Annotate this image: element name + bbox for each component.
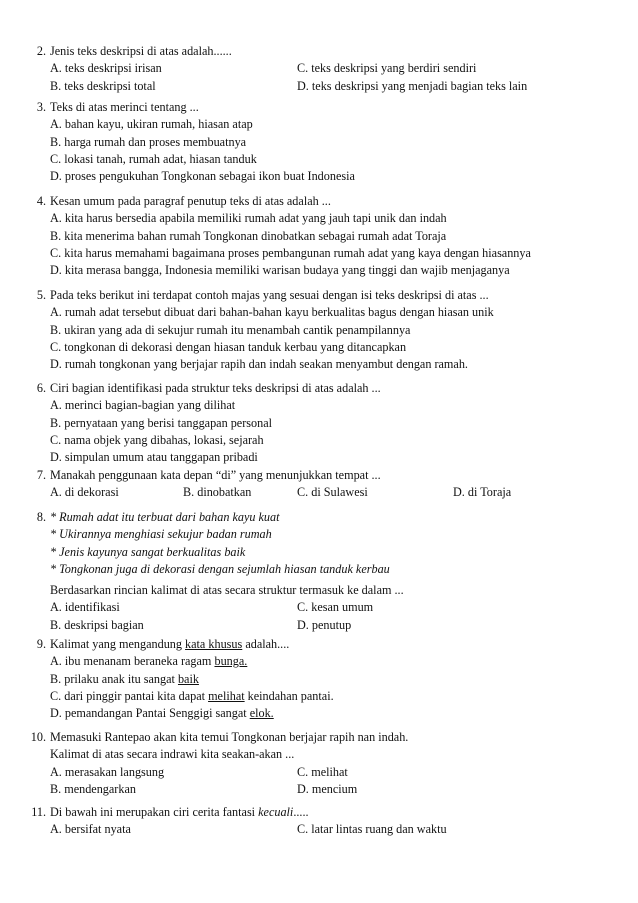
- underlined-word: baik: [177, 671, 199, 686]
- option-d: D. kita merasa bangga, Indonesia memiliki warisan budaya yang tinggi dan wajib menjaganya: [50, 263, 510, 278]
- question-8: [36, 509, 610, 634]
- question-3: [36, 99, 610, 185]
- option-a: A. merasakan langsung: [50, 764, 165, 779]
- question-stem: Jenis teks deskripsi di atas adalah......: [50, 44, 232, 58]
- option-b: B. teks deskripsi total: [50, 78, 156, 93]
- question-number: 6.: [36, 381, 46, 395]
- option-b: B. prilaku anak itu sangat baik: [50, 671, 199, 686]
- option-b: B. kita menerima bahan rumah Tongkonan dinobatkan sebagai rumah adat Toraja: [50, 228, 447, 243]
- option-d: D. mencium: [297, 781, 358, 796]
- statement-item: * Rumah adat itu terbuat dari bahan kayu kuat: [50, 510, 280, 524]
- option-a: A. bahan kayu, ukiran rumah, hiasan atap: [50, 117, 253, 132]
- statement-item: * Tongkonan juga di dekorasi dengan sejumlah hiasan tanduk kerbau: [50, 561, 390, 576]
- option-d: D. di Toraja: [453, 485, 512, 500]
- option-a: A. teks deskripsi irisan: [50, 61, 162, 76]
- question-9: [36, 636, 610, 722]
- option-a: A. identifikasi: [50, 600, 120, 615]
- option-d: D. pemandangan Pantai Senggigi sangat elok.: [50, 706, 274, 721]
- option-c: C. tongkonan di dekorasi dengan hiasan tanduk kerbau yang ditancapkan: [50, 339, 407, 354]
- option-a: A. merinci bagian-bagian yang dilihat: [50, 398, 236, 413]
- question-stem: Di bawah ini merupakan ciri cerita fantasi kecuali.....: [50, 805, 309, 819]
- option-a: A. rumah adat tersebut dibuat dari bahan-bahan kayu berkualitas bagus dengan hiasan unik: [50, 305, 494, 320]
- question-stem-2: Kalimat di atas secara indrawi kita seakan-akan ...: [50, 747, 295, 762]
- question-number: 10.: [30, 730, 46, 744]
- question-stem: Ciri bagian identifikasi pada struktur teks deskripsi di atas adalah ...: [50, 381, 381, 395]
- question-stem: Manakah penggunaan kata depan “di” yang menunjukkan tempat ...: [50, 468, 381, 482]
- option-c: C. teks deskripsi yang berdiri sendiri: [297, 61, 477, 76]
- underlined-word: melihat: [208, 688, 245, 703]
- question-stem: Berdasarkan rincian kalimat di atas secara struktur termasuk ke dalam ...: [50, 583, 404, 598]
- underlined-word: bunga.: [214, 654, 248, 669]
- option-d: D. rumah tongkonan yang berjajar rapih dan indah seakan menyambut dengan ramah.: [50, 357, 468, 372]
- question-number: 9.: [36, 637, 46, 651]
- question-11: [31, 804, 610, 839]
- option-c: C. nama objek yang dibahas, lokasi, sejarah: [50, 432, 264, 447]
- question-number: 3.: [36, 100, 46, 114]
- option-a: A. bersifat nyata: [50, 822, 131, 837]
- option-b: B. deskripsi bagian: [50, 617, 144, 632]
- question-7: [36, 467, 610, 502]
- italic-term: kecuali: [258, 805, 294, 819]
- question-4: [36, 193, 610, 279]
- question-2: [36, 43, 610, 95]
- question-6: [36, 380, 610, 466]
- statement-item: * Jenis kayunya sangat berkualitas baik: [50, 544, 246, 559]
- option-c: C. latar lintas ruang dan waktu: [297, 822, 447, 837]
- underlined-word: elok.: [249, 706, 274, 721]
- question-5: [36, 287, 610, 373]
- question-10: [30, 729, 610, 798]
- option-d: D. simpulan umum atau tanggapan pribadi: [50, 450, 258, 465]
- option-c: C. kita harus memahami bagaimana proses pembangunan rumah adat yang kaya dengan hiasannya: [50, 245, 531, 260]
- question-number: 2.: [36, 44, 46, 58]
- option-b: B. harga rumah dan proses membuatnya: [50, 134, 247, 149]
- question-number: 7.: [36, 468, 46, 482]
- question-number: 11.: [31, 805, 46, 819]
- statement-item: * Ukirannya menghiasi sekujur badan rumah: [50, 527, 272, 542]
- question-stem: Pada teks berikut ini terdapat contoh majas yang sesuai dengan isi teks deskripsi di atas ...: [50, 288, 489, 302]
- option-a: A. kita harus bersedia apabila memiliki rumah adat yang jauh tapi unik dan indah: [50, 211, 447, 226]
- option-b: B. mendengarkan: [50, 781, 136, 796]
- option-d: D. proses pengukuhan Tongkonan sebagai ikon buat Indonesia: [50, 169, 355, 184]
- option-c: C. di Sulawesi: [297, 485, 368, 500]
- question-number: 8.: [36, 510, 46, 524]
- question-stem: Teks di atas merinci tentang ...: [50, 100, 199, 114]
- question-number: 4.: [36, 194, 46, 208]
- option-c: C. melihat: [297, 764, 348, 779]
- option-d: D. teks deskripsi yang menjadi bagian teks lain: [297, 78, 528, 93]
- option-b: B. ukiran yang ada di sekujur rumah itu menambah cantik penampilannya: [50, 322, 411, 337]
- option-b: B. pernyataan yang berisi tanggapan personal: [50, 415, 273, 430]
- question-stem: Kesan umum pada paragraf penutup teks di atas adalah ...: [50, 194, 331, 208]
- option-a: A. di dekorasi: [50, 485, 119, 500]
- underlined-term: kata khusus: [185, 637, 243, 651]
- question-number: 5.: [36, 288, 46, 302]
- option-a: A. ibu menanam beraneka ragam bunga.: [50, 654, 248, 669]
- question-stem: Memasuki Rantepao akan kita temui Tongkonan berjajar rapih nan indah.: [50, 730, 409, 744]
- option-b: B. dinobatkan: [183, 485, 252, 500]
- option-c: C. kesan umum: [297, 600, 374, 615]
- option-c: C. lokasi tanah, rumah adat, hiasan tanduk: [50, 151, 257, 166]
- option-d: D. penutup: [297, 617, 352, 632]
- question-stem: Kalimat yang mengandung kata khusus adalah....: [50, 637, 290, 651]
- option-c: C. dari pinggir pantai kita dapat melihat keindahan pantai.: [50, 688, 334, 703]
